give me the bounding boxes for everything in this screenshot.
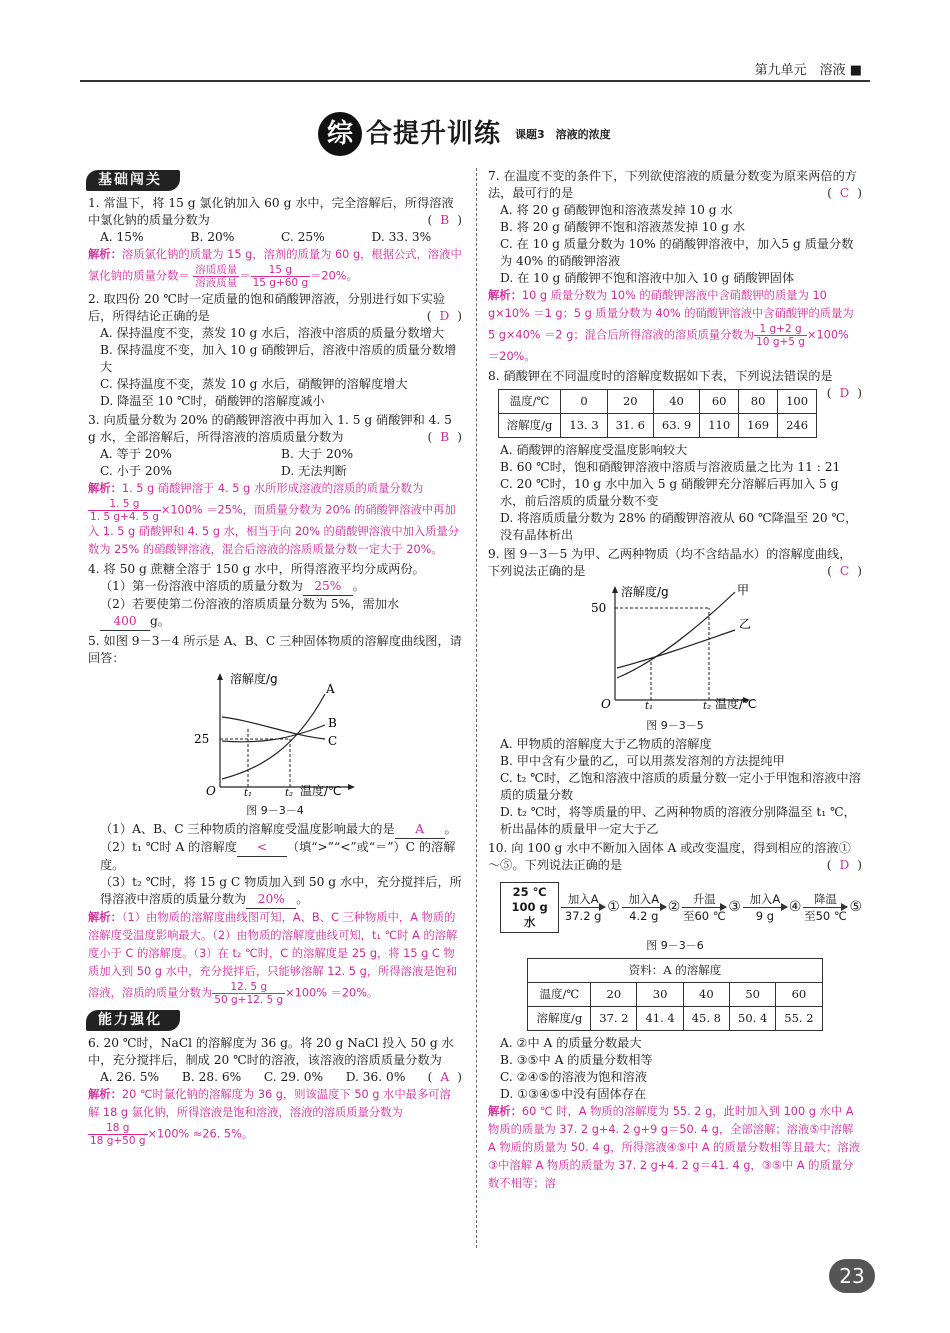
q3-stem: 3. 向质量分数为 20% 的硝酸钾溶液中再加入 1. 5 g 硝酸钾和 4. 5 g 水，全部溶解后，所得溶液的溶质质量分数为 bbox=[88, 413, 452, 444]
right-column bbox=[488, 168, 862, 1195]
q9-option-b: B. 甲中含有少量的乙，可以用蒸发溶剂的方法提纯甲 bbox=[500, 754, 785, 768]
q1-option-c: C. 25% bbox=[281, 230, 325, 244]
q5-answer-3: 20% bbox=[246, 891, 296, 909]
question-5: 5. 如图 9－3－4 所示是 A、B、C 三种固体物质的溶解度曲线图，请回答： 溶解度/g 25 O t₁ t₂ A B C 温度/℃ 图 9－3－4 （1）A、B、C 三种物质的溶解度受温度影响最大的是 A 。 （2）t₁ ℃时 A 的溶解度 < （填“>”“<”或“＝”）C 的溶解度。 （3）t₂ ℃时，将 15 g C 物质加入到 50 g 水中，充分搅拌后，所得溶液中溶质的质量分数为 20% 。 解析：（1）由物质的溶解度曲线图可知，A、B、C 三种物质中，A 物质的溶解度受温度影响最大。（2）由物质的溶解度曲线可知，t₁ ℃时 A 的溶解度小于 C 的溶解度。（3）在 t₂ ℃时，C 的溶解度是 25 g，将 15 g C 物质加入到 50 g 水中，充分搅拌后，只能够溶解 12. 5 g，所得溶液是饱和溶液，溶质的质量分数为 $\frac{12. 5 g}{50 g+12. 5 g}$ ×100% ＝20%。 bbox=[88, 634, 462, 1006]
q9-option-c: C. t₂ ℃时，乙饱和溶液中溶质的质量分数一定小于甲饱和溶液中溶质的质量分数 bbox=[500, 771, 861, 802]
svg-text:t₁: t₁ bbox=[645, 701, 654, 712]
q2-option-b: B. 保持温度不变，加入 10 g 硝酸钾后，溶液中溶质的质量分数增大 bbox=[100, 343, 457, 374]
q10-option-c: C. ②④⑤的溶液为饱和溶液 bbox=[500, 1070, 647, 1084]
q7-stem: 7. 在温度不变的条件下，下列欲使溶液的质量分数变为原来两倍的方法，最可行的是 bbox=[488, 169, 857, 200]
question-8 bbox=[488, 368, 862, 544]
solubility-chart-jia-yi bbox=[585, 582, 765, 712]
q3-answer: ( B ) bbox=[427, 430, 462, 444]
q6-option-c: C. 29. 0% bbox=[263, 1070, 324, 1084]
svg-text:溶解度/g: 溶解度/g bbox=[621, 585, 669, 599]
q3-option-c: C. 小于 20% bbox=[100, 464, 172, 478]
title-circle: 综 bbox=[318, 112, 362, 156]
flow-arrow-icon bbox=[743, 907, 787, 908]
q8-stem: 8. 硝酸钾在不同温度时的溶解度数据如下表，下列说法错误的是 bbox=[488, 369, 833, 383]
q1-option-a: A. 15% bbox=[100, 230, 144, 244]
q10-solution: 解析：60 ℃ 时，A 物质的溶解度为 55. 2 g，此时加入到 100 g 水中 A 物质的质量为 37. 2 g+4. 2 g+9 g＝50. 4 g，全部溶解；溶液⑤中溶解 A 物质的质量为 50. 4 g，所得溶液④⑤中 A 的质量分数相等且最大；溶液③中溶解 A 物质的质量为 37. 2 g+4. 2 g＝41. 4 g，③⑤中 A 的质量分数不相等；溶 bbox=[488, 1105, 861, 1190]
q5-solution: 解析：（1）由物质的溶解度曲线图可知，A、B、C 三种物质中，A 物质的溶解度受温度影响最大。（2）由物质的溶解度曲线可知，t₁ ℃时 A 的溶解度小于 C 的溶解度。（3）在 t₂ ℃时，C 的溶解度是 25 g，将 15 g C 物质加入到 50 g 水中，充分搅拌后，只能够溶解 12. 5 g，所得溶液是饱和溶液，溶质的质量分数为 $\frac{12. 5 g}{50 g+12. 5 g}$ ×100% ＝20%。 bbox=[88, 911, 458, 1006]
question-6 bbox=[88, 1035, 462, 1147]
q10-stem: 10. 向 100 g 水中不断加入固体 A 或改变温度，得到相应的溶液①～⑤。下列说法正确的是 bbox=[488, 841, 851, 872]
q2-answer: ( D ) bbox=[426, 309, 462, 323]
q10-option-d: D. ①③④⑤中没有固体存在 bbox=[500, 1087, 647, 1101]
section-basic: 基础闯关 bbox=[86, 170, 180, 191]
q8-answer: ( D ) bbox=[826, 386, 862, 400]
header-rule bbox=[80, 80, 870, 82]
q9-option-d: D. t₂ ℃时，将等质量的甲、乙两种物质的溶液分别降温至 t₁ ℃，析出晶体的质量甲一定大于乙 bbox=[500, 805, 856, 836]
q6-option-a: A. 26. 5% bbox=[100, 1070, 160, 1084]
question-7 bbox=[488, 168, 862, 366]
q3-option-b: B. 大于 20% bbox=[281, 447, 354, 461]
figure-caption-9-3-5: 图 9－3－5 bbox=[646, 719, 704, 732]
svg-text:t₁: t₁ bbox=[244, 788, 253, 797]
q3-option-a: A. 等于 20% bbox=[100, 447, 172, 461]
page-title bbox=[318, 112, 611, 156]
svg-text:t₂: t₂ bbox=[703, 701, 712, 712]
page-number: 23 bbox=[829, 1259, 875, 1293]
q1-option-b: B. 20% bbox=[190, 230, 235, 244]
left-column bbox=[88, 168, 462, 1149]
flow-arrow-icon bbox=[682, 907, 726, 908]
curve-yi-label: 乙 bbox=[739, 617, 752, 631]
svg-text:O: O bbox=[601, 697, 611, 711]
solubility-chart-abc bbox=[190, 669, 360, 797]
q7-option-c: C. 在 10 g 质量分数为 10% 的硝酸钾溶液中，加入5 g 质量分数为 40% 的硝酸钾溶液 bbox=[500, 237, 854, 268]
q6-stem: 6. 20 ℃时，NaCl 的溶解度为 36 g。将 20 g NaCl 投入 50 g 水中，充分搅拌后，制成 20 ℃时的溶液，该溶液的溶质质量分数为 bbox=[88, 1036, 454, 1067]
question-9 bbox=[488, 546, 862, 838]
flow-start-box: 25 ℃ 100 g 水 bbox=[500, 882, 559, 933]
svg-text:50: 50 bbox=[591, 601, 607, 615]
figure-caption-9-3-4: 图 9－3－4 bbox=[246, 804, 304, 817]
unit-header: 第九单元 溶液 ■ bbox=[754, 63, 862, 78]
svg-text:O: O bbox=[206, 784, 216, 797]
svg-text:温度/℃: 温度/℃ bbox=[715, 697, 757, 711]
svg-text:溶解度/g: 溶解度/g bbox=[230, 672, 278, 686]
svg-text:t₂: t₂ bbox=[285, 788, 294, 797]
q8-option-b: B. 60 ℃时，饱和硝酸钾溶液中溶质与溶液质量之比为 11 : 21 bbox=[500, 460, 841, 474]
q7-option-a: A. 将 20 g 硝酸钾饱和溶液蒸发掉 10 g 水 bbox=[500, 203, 733, 217]
curve-jia-label: 甲 bbox=[737, 583, 750, 597]
q8-solubility-table: 温度/℃ 0 20 40 60 80 100 溶解度/g 13. 3 31. 6 63. 9 110 169 246 bbox=[498, 389, 817, 438]
q3-solution: 解析：1. 5 g 硝酸钾溶于 4. 5 g 水所形成溶液的溶质的质量分数为 $\frac{1. 5 g}{1. 5 g+4. 5 g}$ ×100% ＝25%，而质量分数为 20% 的硝酸钾溶液中再加入 1. 5 g 硝酸钾和 4. 5 g 水，相当于向 20% 的硝酸钾溶液中加入质量分数为 25% 的硝酸钾溶液，混合后溶液的溶质质量分数一定大于 20%。 bbox=[88, 482, 460, 556]
question-4: 4. 将 50 g 蔗糖全溶于 150 g 水中，所得溶液平均分成两份。 （1）第一份溶液中溶质的质量分数为 25% 。 （2）若要使第二份溶液的溶质质量分数为 5%，需加水 400 g。 bbox=[88, 561, 462, 631]
q2-option-d: D. 降温至 10 ℃时，硝酸钾的溶解度减小 bbox=[100, 394, 325, 408]
q8-option-d: D. 将溶质质量分数为 28% 的硝酸钾溶液从 60 ℃降温至 20 ℃，没有晶体析出 bbox=[500, 511, 858, 542]
flow-arrow-icon bbox=[622, 907, 666, 908]
q10-solubility-table: 资料：A 的溶解度 温度/℃ 20 30 40 50 60 溶解度/g 37. 2 41. 4 45. 8 50. 4 55. 2 bbox=[527, 958, 822, 1031]
q2-stem: 2. 取四份 20 ℃时一定质量的饱和硝酸钾溶液，分别进行如下实验后，所得结论正确的是 bbox=[88, 292, 446, 323]
curve-c-label: C bbox=[328, 734, 338, 748]
q5-stem: 5. 如图 9－3－4 所示是 A、B、C 三种固体物质的溶解度曲线图，请回答： bbox=[88, 634, 462, 665]
q1-option-d: D. 33. 3% bbox=[371, 230, 432, 244]
svg-text:温度/℃: 温度/℃ bbox=[300, 784, 342, 797]
q7-option-d: D. 在 10 g 硝酸钾不饱和溶液中加入 10 g 硝酸钾固体 bbox=[500, 271, 795, 285]
figure-9-3-4 bbox=[88, 669, 462, 819]
title-text: 合提升训练 bbox=[366, 118, 502, 149]
q9-option-a: A. 甲物质的溶解度大于乙物质的溶解度 bbox=[500, 737, 712, 751]
q1-stem: 1. 常温下，将 15 g 氯化钠加入 60 g 水中，完全溶解后，所得溶液中氯化钠的质量分数为 bbox=[88, 196, 454, 227]
q2-option-a: A. 保持温度不变，蒸发 10 g 水后，溶液中溶质的质量分数增大 bbox=[100, 326, 444, 340]
section-advanced: 能力强化 bbox=[86, 1010, 180, 1031]
curve-a-label: A bbox=[326, 682, 335, 696]
q6-option-b: B. 28. 6% bbox=[181, 1070, 242, 1084]
question-2 bbox=[88, 291, 462, 410]
q4-answer-2: 400 bbox=[100, 613, 150, 631]
q6-solution: 解析：20 ℃时氯化钠的溶解度为 36 g，则该温度下 50 g 水中最多可溶解 18 g 氯化钠，所得溶液是饱和溶液，溶液的溶质质量分数为 $\frac{18 g}{18 g+50 g}$ ×100% ≈26. 5%。 bbox=[88, 1088, 451, 1147]
q10-option-a: A. ②中 A 的质量分数最大 bbox=[500, 1036, 642, 1050]
question-3 bbox=[88, 412, 462, 559]
q7-solution: 解析：10 g 质量分数为 10% 的硝酸钾溶液中含硝酸钾的质量为 10 g×10% ＝1 g；5 g 质量分数为 40% 的硝酸钾溶液中含硝酸钾的质量为 5 g×40% ＝2 g；混合后所得溶液的溶质质量分数为 $\frac{1 g+2 g}{10 g+5 g}$ ×100% ＝20%。 bbox=[488, 289, 854, 363]
q8-option-c: C. 20 ℃时，10 g 水中加入 5 g 硝酸钾充分溶解后再加入 5 g 水，前后溶质的质量分数不变 bbox=[500, 477, 839, 508]
q5-answer-2: < bbox=[237, 839, 287, 857]
figure-9-3-5 bbox=[488, 582, 862, 734]
q7-option-b: B. 将 20 g 硝酸钾不饱和溶液蒸发掉 10 g 水 bbox=[500, 220, 746, 234]
flow-arrow-icon bbox=[803, 907, 847, 908]
q10-option-b: B. ③⑤中 A 的质量分数相等 bbox=[500, 1053, 653, 1067]
title-subtitle: 课题3 溶液的浓度 bbox=[515, 127, 611, 141]
question-1 bbox=[88, 195, 462, 289]
q6-option-d: D. 36. 0% bbox=[345, 1070, 406, 1084]
figure-9-3-6-flow: 25 ℃ 100 g 水 加入A 37.2 g ① 加入A 4.2 g ② 升温 至60 ℃ ③ 加入A 9 g ④ 降温 至50 ℃ ⑤ bbox=[500, 882, 862, 933]
q9-answer: ( C ) bbox=[827, 564, 862, 578]
q7-answer: ( C ) bbox=[827, 186, 862, 200]
q2-option-c: C. 保持温度不变，蒸发 10 g 水后，硝酸钾的溶解度增大 bbox=[100, 377, 408, 391]
q1-answer: ( B ) bbox=[427, 213, 462, 227]
question-10 bbox=[488, 840, 862, 1193]
figure-caption-9-3-6: 图 9－3－6 bbox=[646, 939, 704, 952]
q3-option-d: D. 无法判断 bbox=[281, 464, 347, 478]
q5-answer-1: A bbox=[395, 821, 445, 839]
q4-answer-1: 25% bbox=[303, 578, 353, 596]
q1-solution: 解析：溶质氯化钠的质量为 15 g，溶剂的质量为 60 g，根据公式，溶液中氯化钠的质量分数＝ $\frac{\text{溶质质量}}{\text{溶液质量}}$ ＝ $\frac{15 g}{15 g+60 g}$ ＝20%。 bbox=[88, 248, 462, 289]
q4-stem: 4. 将 50 g 蔗糖全溶于 150 g 水中，所得溶液平均分成两份。 bbox=[88, 562, 425, 576]
q9-stem: 9. 图 9－3－5 为甲、乙两种物质（均不含结晶水）的溶解度曲线，下列说法正确的是 bbox=[488, 547, 852, 578]
column-divider bbox=[476, 168, 477, 1248]
curve-b-label: B bbox=[328, 716, 337, 730]
q10-answer: ( D ) bbox=[826, 858, 862, 872]
q6-answer: ( A ) bbox=[427, 1070, 462, 1084]
svg-text:25: 25 bbox=[194, 732, 210, 746]
q8-option-a: A. 硝酸钾的溶解度受温度影响较大 bbox=[500, 443, 688, 457]
flow-arrow-icon bbox=[561, 907, 605, 908]
